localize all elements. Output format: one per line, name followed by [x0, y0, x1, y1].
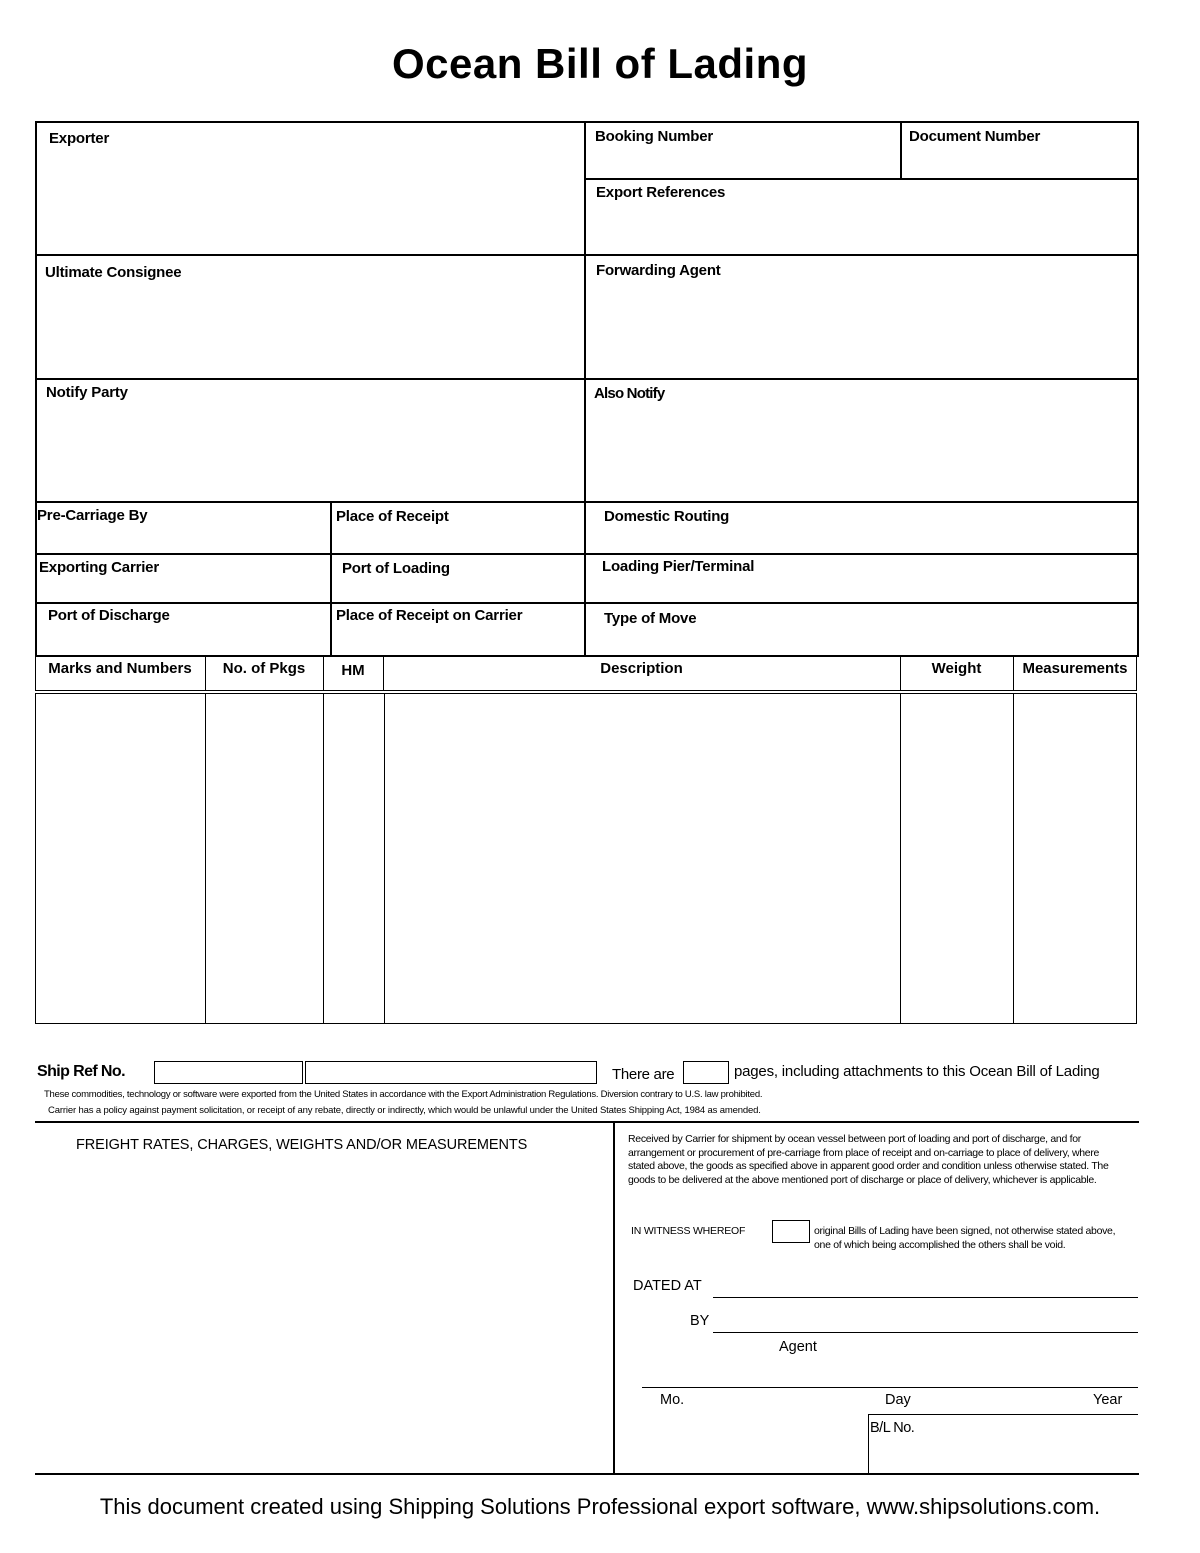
domestic-routing-field[interactable]	[586, 503, 1137, 552]
booking-number-label: Booking Number	[595, 128, 714, 145]
year-label: Year	[1093, 1392, 1123, 1408]
dated-at-input[interactable]	[713, 1276, 1138, 1297]
hm-cell[interactable]	[324, 694, 384, 1023]
mo-label: Mo.	[660, 1392, 685, 1408]
ship-ref-input-2[interactable]	[305, 1061, 597, 1084]
booking-number-field[interactable]	[586, 123, 899, 177]
loading-pier-terminal-label: Loading Pier/Terminal	[602, 558, 755, 575]
port-of-discharge-field[interactable]	[37, 604, 329, 655]
place-of-receipt-on-carrier-label: Place of Receipt on Carrier	[336, 607, 523, 624]
marks-and-numbers-cell[interactable]	[36, 694, 205, 1023]
col-no-of-pkgs: No. of Pkgs	[222, 660, 306, 677]
exporting-carrier-label: Exporting Carrier	[39, 559, 159, 576]
ship-ref-input-1[interactable]	[154, 1061, 303, 1084]
port-of-loading-field[interactable]	[332, 555, 583, 601]
measurements-cell[interactable]	[1014, 694, 1136, 1023]
place-of-receipt-field[interactable]	[332, 503, 583, 552]
by-input[interactable]	[713, 1311, 1138, 1332]
type-of-move-label: Type of Move	[604, 610, 697, 627]
day-label: Day	[885, 1392, 911, 1408]
forwarding-agent-field[interactable]	[586, 256, 1137, 377]
place-of-receipt-on-carrier-field[interactable]	[332, 604, 583, 655]
pages-attachments-text: pages, including attachments to this Ocean Bill of Lading	[734, 1063, 1100, 1080]
col-marks-and-numbers: Marks and Numbers	[48, 660, 192, 677]
notify-party-label: Notify Party	[46, 384, 128, 401]
exporting-carrier-field[interactable]	[37, 555, 329, 601]
document-number-field[interactable]	[902, 123, 1137, 177]
domestic-routing-label: Domestic Routing	[604, 508, 730, 525]
weight-cell[interactable]	[901, 694, 1013, 1023]
export-admin-notice: These commodities, technology or software were exported from the United States in accordance with the Export Administration Regulations. Diversion contrary to U.S. law prohibited.	[44, 1089, 763, 1100]
freight-heading: FREIGHT RATES, CHARGES, WEIGHTS AND/OR MEASUREMENTS	[76, 1137, 528, 1153]
dated-at-label: DATED AT	[633, 1278, 702, 1294]
agent-label: Agent	[779, 1339, 817, 1355]
freight-charges-area[interactable]	[36, 1160, 611, 1470]
also-notify-label: Also Notify	[594, 385, 665, 402]
ultimate-consignee-field[interactable]	[37, 256, 583, 377]
received-terms: Received by Carrier for shipment by ocean vessel between port of loading and port of discharge, and for arrangement or procurement of pre-carriage from place of receipt and on-carriage to place of delivery, where stated above, the goods as specified above in apparent good order and condition unless otherwise stated. The goods to be delivered at the above mentioned port of discharge or place of delivery, whichever is applicable.	[628, 1133, 1109, 1186]
no-of-pkgs-cell[interactable]	[206, 694, 323, 1023]
port-of-discharge-label: Port of Discharge	[48, 607, 170, 624]
type-of-move-field[interactable]	[586, 604, 1137, 655]
footer-credit: This document created using Shipping Solutions Professional export software, www.shipsolutions.com.	[99, 1494, 1101, 1519]
bl-no-label: B/L No.	[870, 1420, 915, 1436]
bl-no-input[interactable]	[870, 1438, 1138, 1472]
col-measurements: Measurements	[1022, 660, 1128, 677]
also-notify-field[interactable]	[586, 380, 1137, 500]
description-cell[interactable]	[385, 694, 900, 1023]
port-of-loading-label: Port of Loading	[342, 560, 450, 577]
col-hm: HM	[341, 662, 365, 679]
ship-ref-label: Ship Ref No.	[37, 1063, 125, 1080]
page-count-input[interactable]	[683, 1061, 729, 1084]
ultimate-consignee-label: Ultimate Consignee	[45, 264, 182, 281]
by-label: BY	[690, 1313, 710, 1329]
export-references-label: Export References	[596, 184, 726, 201]
export-references-field[interactable]	[586, 180, 1137, 253]
there-are-text: There are	[612, 1066, 675, 1083]
col-description: Description	[600, 660, 683, 677]
forwarding-agent-label: Forwarding Agent	[596, 262, 721, 279]
notify-party-field[interactable]	[37, 380, 583, 500]
pre-carriage-by-label: Pre-Carriage By	[37, 507, 148, 524]
exporter-label: Exporter	[49, 130, 110, 147]
originals-count-input[interactable]	[772, 1220, 810, 1243]
place-of-receipt-label: Place of Receipt	[336, 508, 449, 525]
in-witness-label: IN WITNESS WHEREOF	[631, 1225, 746, 1237]
exporter-field[interactable]	[37, 123, 583, 253]
pre-carriage-by-field[interactable]	[37, 503, 329, 552]
rebate-policy-notice: Carrier has a policy against payment solicitation, or receipt of any rebate, directly or indirectly, which would be unlawful under the United States Shipping Act, 1984 as amended.	[48, 1105, 761, 1116]
originals-text: original Bills of Lading have been signed, not otherwise stated above, one of which being accomplished the others shall be void.	[814, 1225, 1116, 1251]
col-weight: Weight	[931, 660, 982, 677]
date-input[interactable]	[642, 1362, 1138, 1387]
page-title: Ocean Bill of Lading	[391, 40, 809, 87]
loading-pier-terminal-field[interactable]	[586, 555, 1137, 601]
document-number-label: Document Number	[909, 128, 1041, 145]
